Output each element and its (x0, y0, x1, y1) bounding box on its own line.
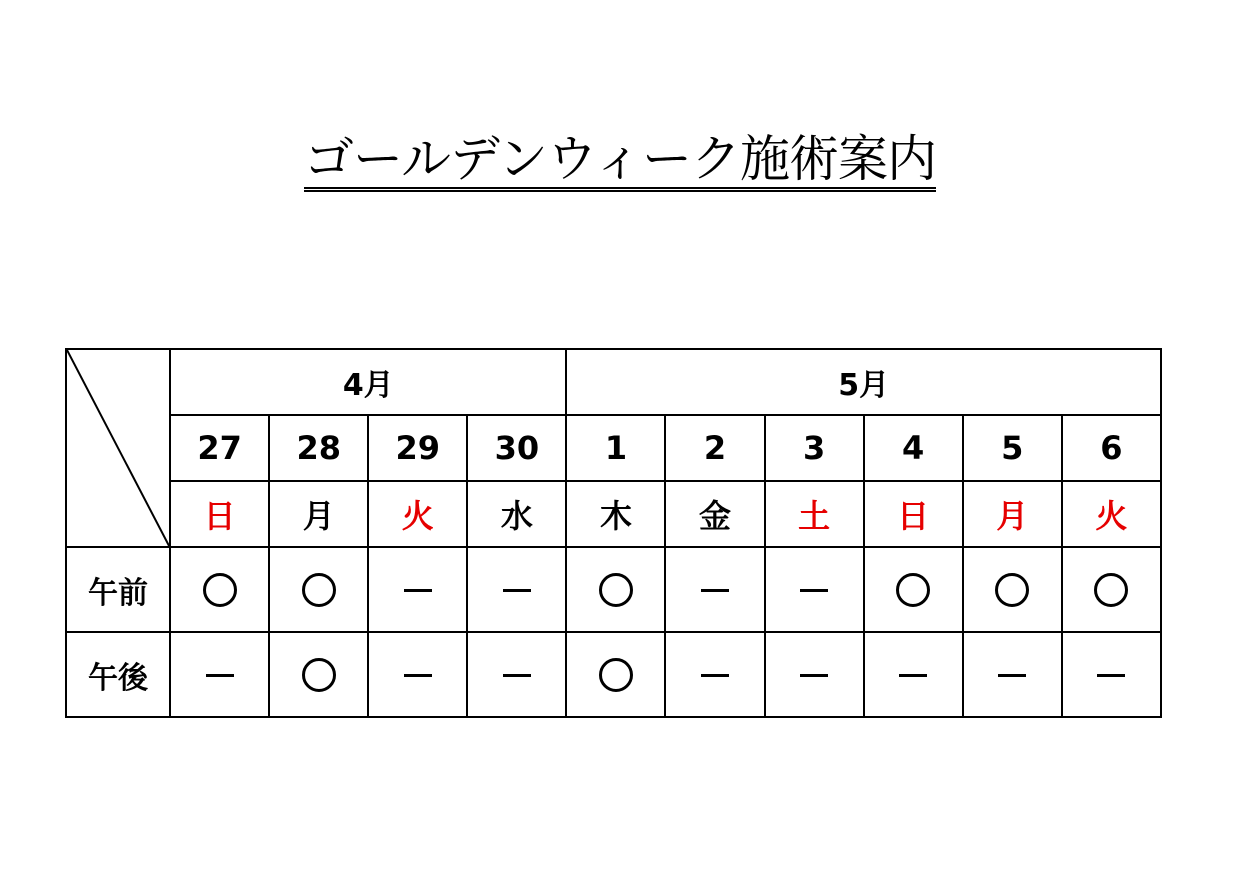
date-cell: 6 (1062, 415, 1161, 481)
availability-cell (765, 547, 864, 632)
availability-cell (963, 547, 1062, 632)
corner-cell (66, 349, 170, 547)
schedule-table (65, 348, 1162, 718)
dash-icon (404, 674, 432, 678)
time-slot-label: 午後 (66, 632, 170, 717)
weekday-cell: 月 (963, 481, 1062, 547)
circle-icon (302, 658, 336, 692)
dash-icon (899, 674, 927, 678)
date-cell: 29 (368, 415, 467, 481)
page-title-text: ゴールデンウィーク施術案内 (304, 131, 936, 192)
dash-icon (800, 674, 828, 678)
availability-cell (864, 547, 963, 632)
circle-icon (203, 573, 237, 607)
afternoon-row (66, 632, 1161, 717)
weekday-cell: 土 (765, 481, 864, 547)
date-cell: 30 (467, 415, 566, 481)
availability-cell (566, 632, 665, 717)
weekday-cell: 日 (864, 481, 963, 547)
weekday-cell: 木 (566, 481, 665, 547)
dash-icon (503, 674, 531, 678)
weekday-cell: 金 (665, 481, 764, 547)
date-cell: 28 (269, 415, 368, 481)
dash-icon (503, 589, 531, 593)
circle-icon (896, 573, 930, 607)
availability-cell (467, 547, 566, 632)
dash-icon (701, 589, 729, 593)
date-cell: 1 (566, 415, 665, 481)
availability-cell (368, 632, 467, 717)
weekday-cell: 火 (368, 481, 467, 547)
circle-icon (599, 573, 633, 607)
dash-icon (206, 674, 234, 678)
time-slot-label: 午前 (66, 547, 170, 632)
weekday-cell: 日 (170, 481, 269, 547)
availability-cell (269, 547, 368, 632)
date-cell: 27 (170, 415, 269, 481)
availability-cell (170, 547, 269, 632)
circle-icon (302, 573, 336, 607)
availability-cell (963, 632, 1062, 717)
weekday-cell: 火 (1062, 481, 1161, 547)
diagonal-line (67, 350, 169, 546)
availability-cell (467, 632, 566, 717)
weekday-header-row (66, 481, 1161, 547)
weekday-cell: 月 (269, 481, 368, 547)
date-cell: 5 (963, 415, 1062, 481)
availability-cell (170, 632, 269, 717)
month-header: 4月 (170, 349, 566, 415)
page-title (0, 128, 1240, 192)
date-cell: 2 (665, 415, 764, 481)
availability-cell (864, 632, 963, 717)
dash-icon (800, 589, 828, 593)
date-header-row (66, 415, 1161, 481)
dash-icon (998, 674, 1026, 678)
dash-icon (1097, 674, 1125, 678)
availability-cell (665, 632, 764, 717)
month-header-row (66, 349, 1161, 415)
dash-icon (701, 674, 729, 678)
availability-cell (1062, 547, 1161, 632)
month-header: 5月 (566, 349, 1161, 415)
availability-cell (765, 632, 864, 717)
date-cell: 3 (765, 415, 864, 481)
availability-cell (1062, 632, 1161, 717)
morning-row (66, 547, 1161, 632)
availability-cell (665, 547, 764, 632)
availability-cell (269, 632, 368, 717)
availability-cell (368, 547, 467, 632)
availability-cell (566, 547, 665, 632)
circle-icon (599, 658, 633, 692)
circle-icon (1094, 573, 1128, 607)
weekday-cell: 水 (467, 481, 566, 547)
dash-icon (404, 589, 432, 593)
circle-icon (995, 573, 1029, 607)
date-cell: 4 (864, 415, 963, 481)
